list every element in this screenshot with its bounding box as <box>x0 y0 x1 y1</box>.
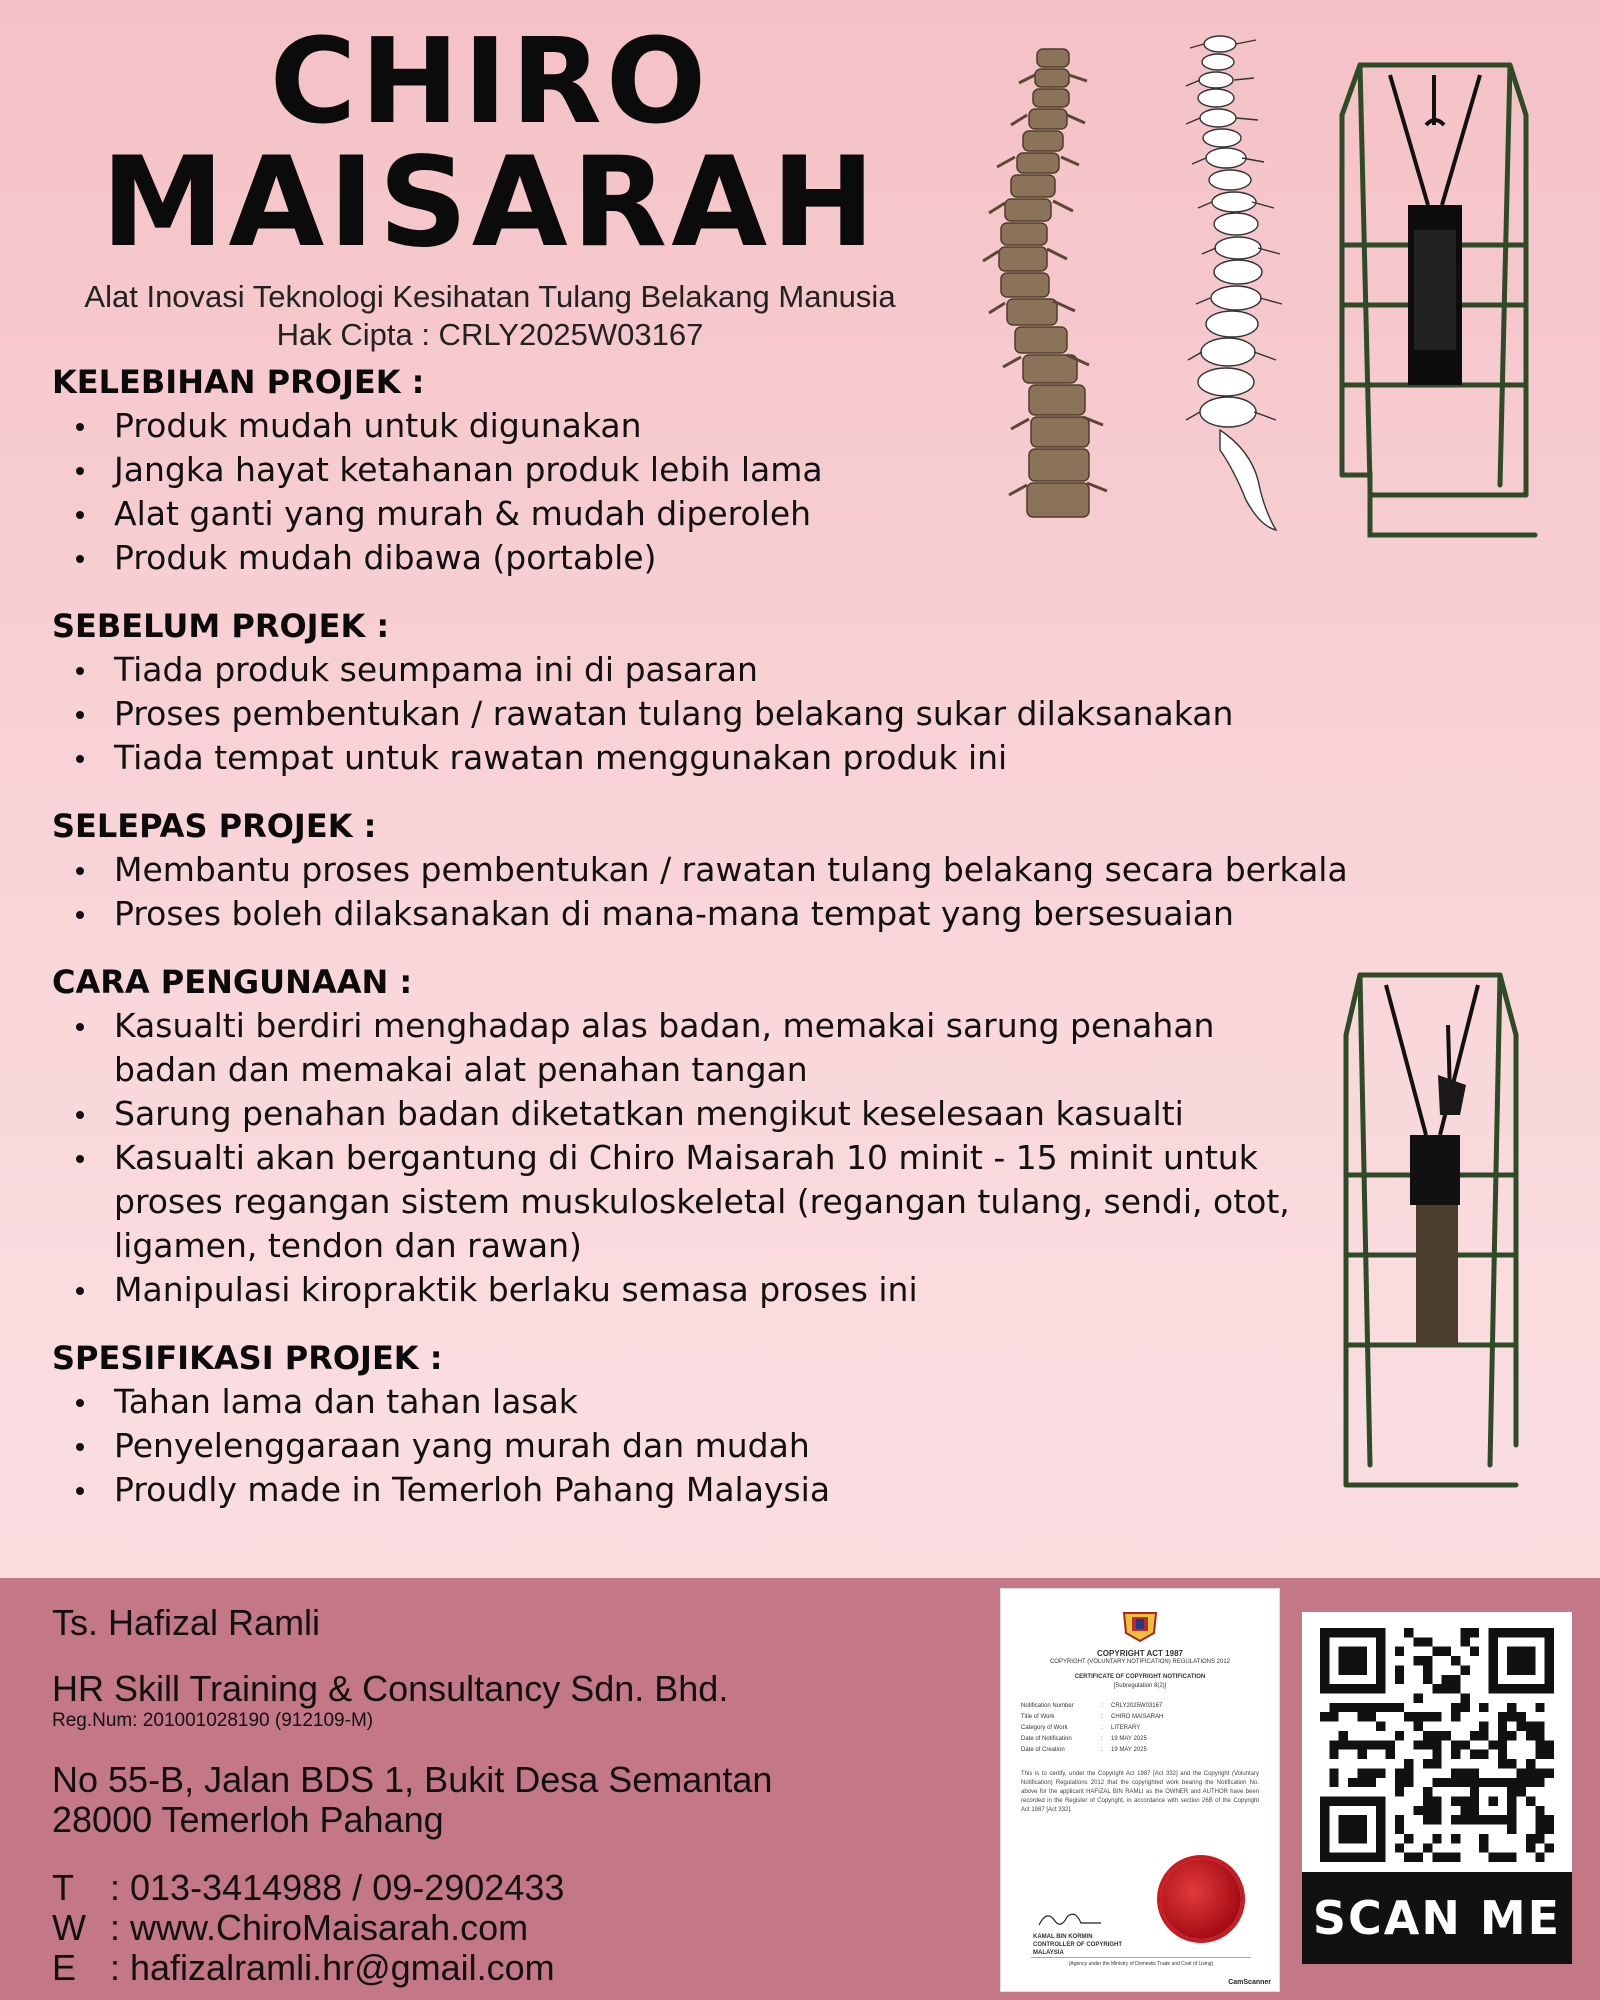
contact-list <box>52 1868 952 1988</box>
list-item: Penyelenggaraan yang murah dan mudah <box>52 1424 1392 1468</box>
list-item: Kasualti akan bergantung di Chiro Maisarah 10 minit - 15 minit untuk proses regangan sistem muskuloskeletal (regangan tulang, sendi, otot, ligamen, tendon dan rawan) <box>52 1136 1322 1268</box>
section-sebelum <box>52 604 1392 780</box>
list-item: Tahan lama dan tahan lasak <box>52 1380 1392 1424</box>
subtitle: Alat Inovasi Teknologi Kesihatan Tulang Belakang Manusia <box>84 279 896 314</box>
cert-heading: CERTIFICATE OF COPYRIGHT NOTIFICATION <box>1074 1674 1206 1680</box>
cert-field-key: Category of Work <box>1021 1725 1068 1731</box>
red-seal-icon <box>1161 1859 1241 1939</box>
company-name: HR Skill Training & Consultancy Sdn. Bhd. <box>52 1668 729 1709</box>
email-label: E <box>52 1947 77 1988</box>
section-title: CARA PENGUNAAN : <box>52 963 413 1001</box>
malaysia-crest-icon <box>1118 1607 1162 1643</box>
list-item: Kasualti berdiri menghadap alas badan, memakai sarung penahan badan dan memakai alat penahan tangan <box>52 1004 1322 1092</box>
phone-label: T <box>52 1867 74 1908</box>
list-item: Produk mudah dibawa (portable) <box>52 536 1392 580</box>
list-item: Tiada produk seumpama ini di pasaran <box>52 648 1392 692</box>
email-link[interactable]: : hafizalramli.hr@gmail.com <box>110 1947 555 1988</box>
contact-info <box>52 1600 952 1988</box>
website-row <box>52 1908 952 1948</box>
cert-subregulation: [Subregulation 8(2)] <box>1113 1683 1167 1689</box>
contact-name: Ts. Hafizal Ramli <box>52 1602 321 1643</box>
list-item: Sarung penahan badan diketatkan mengikut keselesaan kasualti <box>52 1092 1322 1136</box>
list-item: Proudly made in Temerloh Pahang Malaysia <box>52 1468 1392 1512</box>
cert-field: Notification Number : CRLY2025W03167 <box>1021 1701 1259 1712</box>
section-title: SPESIFIKASI PROJEK : <box>52 1339 443 1377</box>
section-title: KELEBIHAN PROJEK : <box>52 363 425 401</box>
signature-icon <box>1035 1907 1105 1931</box>
qr-code-card[interactable] <box>1302 1612 1572 1964</box>
cert-footer-note: (Agency under the Ministry of Domestic Trade and Cost of Living) <box>1031 1957 1251 1969</box>
cert-act: COPYRIGHT ACT 1987 <box>1097 1649 1183 1658</box>
title-block <box>40 12 940 354</box>
website-link[interactable]: : www.ChiroMaisarah.com <box>110 1907 529 1948</box>
cert-field-value: CRLY2025W03167 <box>1111 1703 1163 1709</box>
cert-field: Title of Work : CHIRO MAISARAH <box>1021 1712 1259 1723</box>
cert-field: Category of Work : LITERARY <box>1021 1723 1259 1734</box>
bullet-list <box>52 404 1392 580</box>
section-title: SELEPAS PROJEK : <box>52 807 377 845</box>
cert-field-key: Title of Work <box>1021 1714 1055 1720</box>
email-row <box>52 1948 952 1988</box>
list-item: Tiada tempat untuk rawatan menggunakan produk ini <box>52 736 1392 780</box>
list-item: Proses pembentukan / rawatan tulang belakang sukar dilaksanakan <box>52 692 1392 736</box>
address-line-2: 28000 Temerloh Pahang <box>52 1799 444 1840</box>
registration-number: Reg.Num: 201001028190 (912109-M) <box>52 1710 374 1731</box>
list-item: Manipulasi kiropraktik berlaku semasa proses ini <box>52 1268 1322 1312</box>
section-kelebihan <box>52 360 1392 580</box>
cert-body: This is to certify, under the Copyright Act 1987 [Act 332] and the Copyright (Voluntary Notification) Regulations 2012 that the copyrighted work bearing the Notification No. above for the applicant HAFIZAL BIN RAMLI as the OWNER and AUTHOR have been recorded in the Register of Copyright, in accordance with section 26B of the Copyright Act 1987 [Act 332]. <box>1021 1771 1259 1813</box>
website-label: W <box>52 1907 86 1948</box>
list-item: Jangka hayat ketahanan produk lebih lama <box>52 448 1392 492</box>
section-cara-pengunaan <box>52 960 1392 1312</box>
cert-field-key: Date of Creation <box>1021 1747 1065 1753</box>
address-line-1: No 55-B, Jalan BDS 1, Bukit Desa Semantan <box>52 1759 773 1800</box>
cert-field-value: 19 MAY 2025 <box>1111 1747 1147 1753</box>
bullet-list <box>52 848 1352 936</box>
cert-field: Date of Creation : 19 MAY 2025 <box>1021 1745 1259 1756</box>
cert-field-key: Date of Notification <box>1021 1736 1072 1742</box>
scanner-mark: CamScanner <box>1228 1979 1271 1986</box>
cert-field-key: Notification Number <box>1021 1703 1074 1709</box>
bullet-list <box>52 1380 1392 1512</box>
footer <box>0 1578 1600 2000</box>
content-sections <box>52 360 1392 1536</box>
section-spesifikasi <box>52 1336 1392 1512</box>
list-item: Proses boleh dilaksanakan di mana-mana tempat yang bersesuaian <box>52 892 1352 936</box>
cert-signer: KAMAL BIN KORMIN CONTROLLER OF COPYRIGHT MALAYSIA <box>1033 1934 1122 1956</box>
cert-field-value: LITERARY <box>1111 1725 1141 1731</box>
phone-value[interactable]: : 013-3414988 / 09-2902433 <box>110 1867 565 1908</box>
list-item: Alat ganti yang murah & mudah diperoleh <box>52 492 1392 536</box>
cert-field-value: 19 MAY 2025 <box>1111 1736 1147 1742</box>
cert-field-value: CHIRO MAISARAH <box>1111 1714 1164 1720</box>
title-line-2: MAISARAH <box>101 131 879 275</box>
bullet-list <box>52 648 1392 780</box>
section-selepas <box>52 804 1392 936</box>
list-item: Membantu proses pembentukan / rawatan tulang belakang secara berkala <box>52 848 1352 892</box>
copyright-certificate <box>1000 1588 1280 1992</box>
copyright-number: Hak Cipta : CRLY2025W03167 <box>276 317 704 352</box>
list-item: Produk mudah untuk digunakan <box>52 404 1392 448</box>
cert-regulations: COPYRIGHT (VOLUNTARY NOTIFICATION) REGULATIONS 2012 <box>1049 1659 1231 1665</box>
title-line-1: CHIRO <box>269 12 711 150</box>
section-title: SEBELUM PROJEK : <box>52 607 390 645</box>
cert-field: Date of Notification : 19 MAY 2025 <box>1021 1734 1259 1745</box>
qr-code-icon[interactable] <box>1320 1628 1554 1862</box>
scan-me-label: SCAN ME <box>1302 1872 1572 1964</box>
phone-row <box>52 1868 952 1908</box>
bullet-list <box>52 1004 1322 1312</box>
